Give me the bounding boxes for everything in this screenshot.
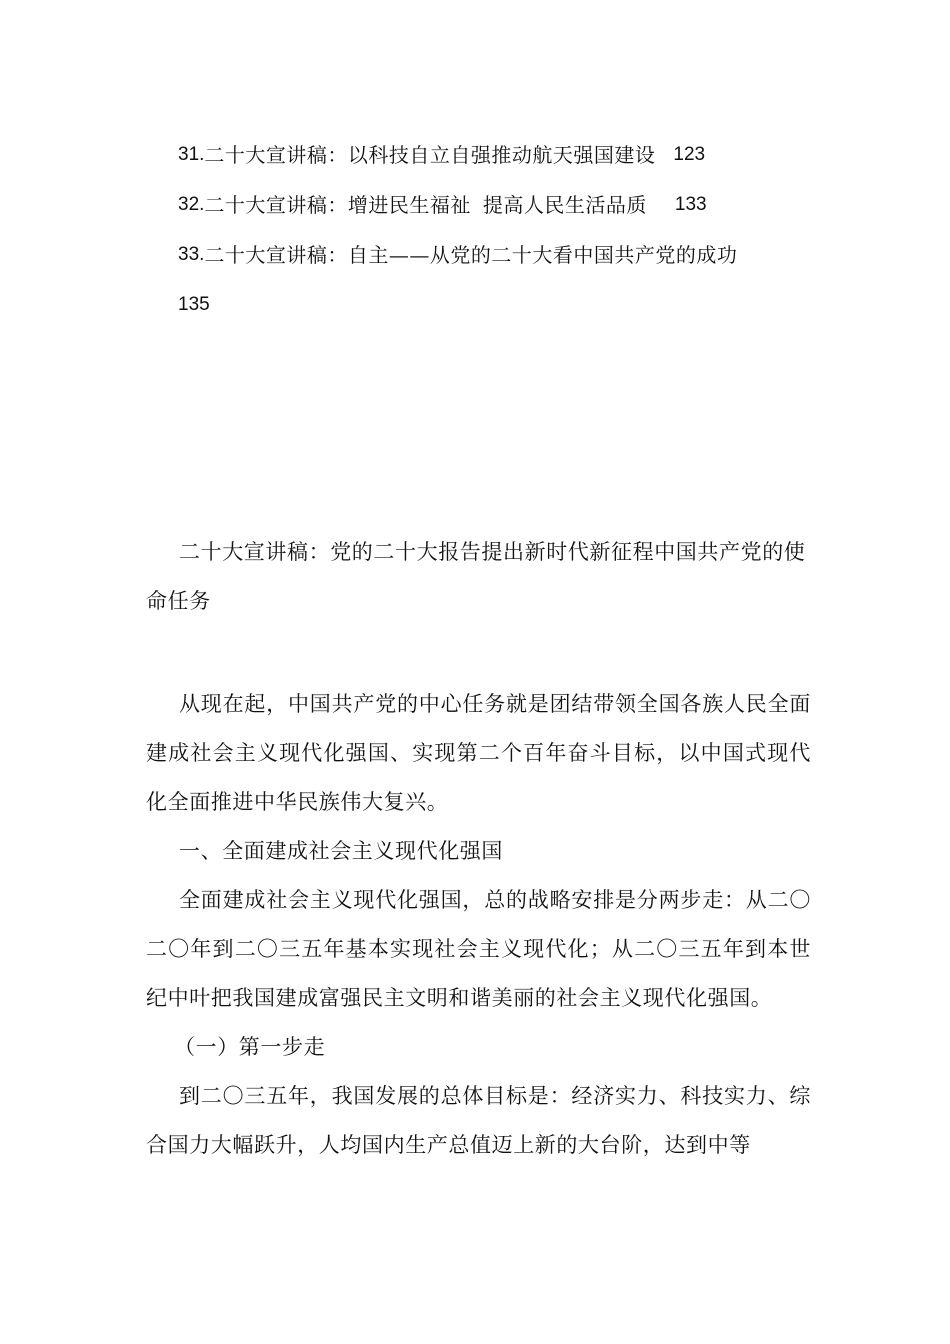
toc-entry-title-continued: 提高人民生活品质 <box>482 193 647 217</box>
toc-entry-33[interactable] <box>146 230 811 280</box>
toc-entry-page: 135 <box>178 294 210 315</box>
article-body <box>146 528 811 1170</box>
section-paragraph: 全面建成社会主义现代化强国，总的战略安排是分两步走：从二〇二〇年到二〇三五年基本实现社会主义现代化；从二〇三五年到本世纪中叶把我国建成富强民主文明和谐美丽的社会主义现代化强国。 <box>146 888 811 1010</box>
toc-entry-number: 31. <box>178 144 205 165</box>
subsection-heading: （一）第一步走 <box>174 1035 326 1059</box>
intro-paragraph: 从现在起，中国共产党的中心任务就是团结带领全国各族人民全面建成社会主义现代化强国、实现第二个百年奋斗目标，以中国式现代化全面推进中华民族伟大复兴。 <box>146 692 811 814</box>
article-title: 二十大宣讲稿：党的二十大报告提出新时代新征程中国共产党的使命任务 <box>146 540 806 613</box>
subsection-paragraph: 到二〇三五年，我国发展的总体目标是：经济实力、科技实力、综合国力大幅跃升，人均国内生产总值迈上新的大台阶，达到中等 <box>146 1084 811 1157</box>
toc-entry-title: 二十大宣讲稿：自主——从党的二十大看中国共产党的成功 <box>204 243 738 267</box>
toc-entry-page: 123 <box>673 144 706 165</box>
toc-entry-33-page-line <box>146 280 811 330</box>
toc-entry-31[interactable] <box>146 130 811 180</box>
toc-entry-32[interactable] <box>146 180 811 230</box>
section-heading: 一、全面建成社会主义现代化强国 <box>179 839 503 863</box>
toc-entry-page: 133 <box>674 194 707 215</box>
toc-entry-title: 二十大宣讲稿：增进民生福祉 <box>204 193 471 217</box>
toc-entry-number: 32. <box>178 194 205 215</box>
toc-entry-number: 33. <box>178 244 205 265</box>
toc-entry-title: 二十大宣讲稿：以科技自立自强推动航天强国建设 <box>204 143 656 167</box>
table-of-contents <box>146 130 811 330</box>
